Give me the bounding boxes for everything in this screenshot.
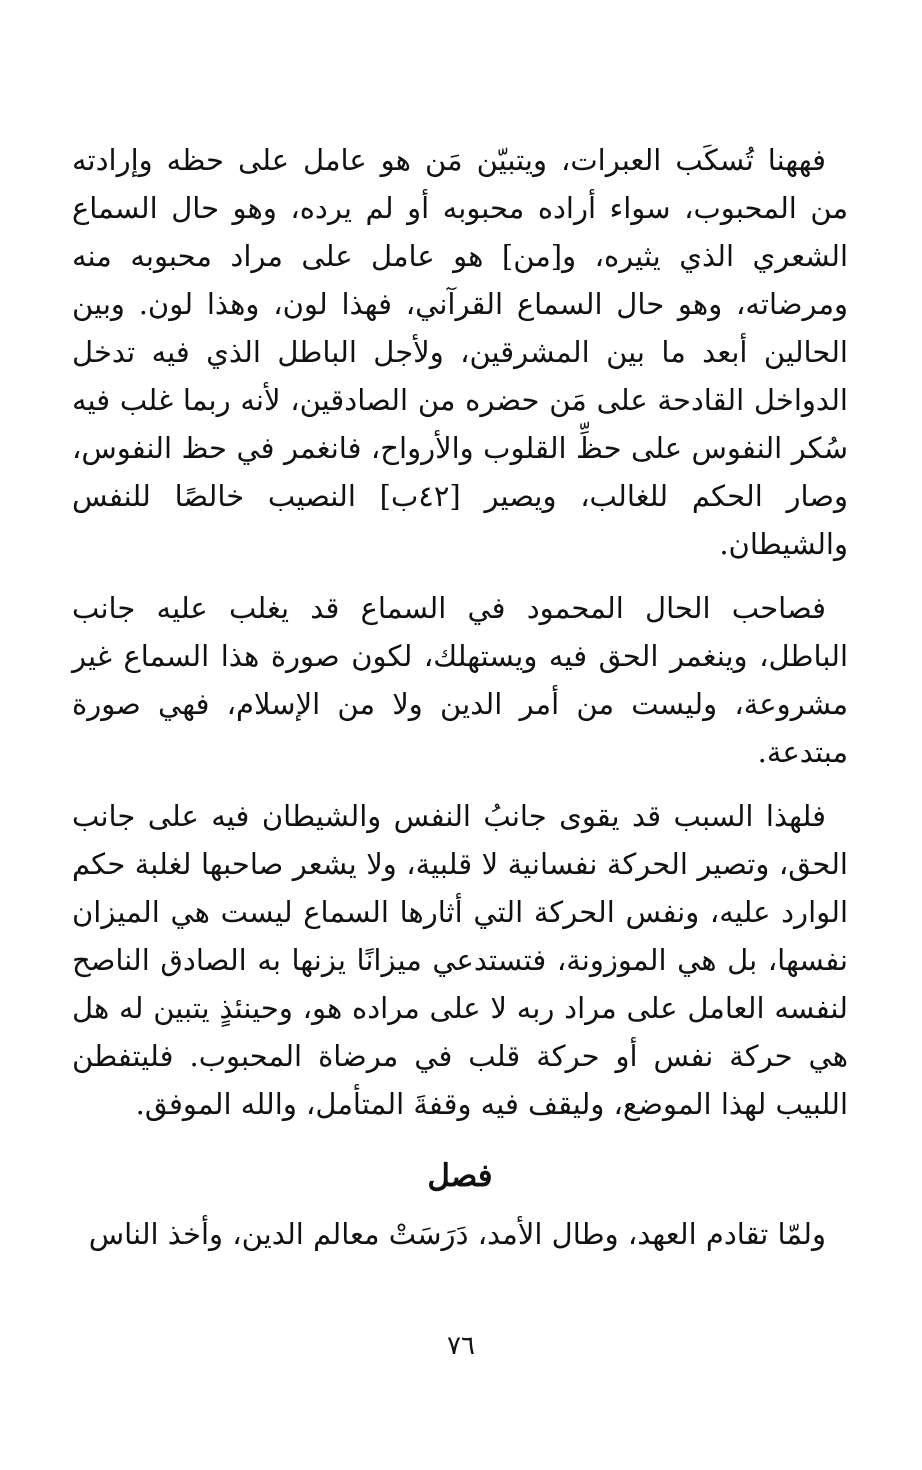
page-text: [72, 136, 848, 1258]
paragraph-4: ولمّا تقادم العهد، وطال الأمد، دَرَسَتْ معالم الدين، وأخذ الناس: [88, 1217, 826, 1251]
section-heading: فصل: [427, 1158, 493, 1194]
paragraph-3: فلهذا السبب قد يقوى جانبُ النفس والشيطان فيه على جانب الحق، وتصير الحركة نفسانية لا قلبية، ولا يشعر صاحبها لغلبة حكم الوارد عليه، ونفس الحركة التي أثارها السماع ليست هي الميزان نفسها، بل هي الموزونة، فتستدعي ميزانًا يزنها به الصادق الناصح لنفسه العامل على مراد ربه لا على مراده هو، وحينئذٍ يتبين له هل هي حركة نفس أو حركة قلب في مرضاة المحبوب. فليتفطن اللبيب لهذا الموضع، وليقف فيه وقفةَ المتأمل، والله الموفق.: [72, 799, 848, 1121]
paragraph-2: فصاحب الحال المحمود في السماع قد يغلب عليه جانب الباطل، وينغمر الحق فيه ويستهلك، لكون صورة هذا السماع غير مشروعة، وليست من أمر الدين ولا من الإسلام، فهي صورة مبتدعة.: [72, 591, 848, 769]
page-number: ٧٦: [447, 1331, 475, 1361]
paragraph-1: فههنا تُسكَب العبرات، ويتبيّن مَن هو عامل على حظه وإرادته من المحبوب، سواء أراده محبوبه أو لم يرده، وهو حال السماع الشعري الذي يثيره، و[من] هو عامل على مراد محبوبه منه ومرضاته، وهو حال السماع القرآني، فهذا لون، وهذا لون. وبين الحالين أبعد ما بين المشرقين، ولأجل الباطل الذي فيه تدخل الدواخل القادحة على مَن حضره من الصادقين، لأنه ربما غلب فيه سُكر النفوس على حظِّ القلوب والأرواح، فانغمر في حظ النفوس، وصار الحكم للغالب، ويصير [٤٢ب] النصيب خالصًا للنفس والشيطان.: [72, 143, 848, 561]
